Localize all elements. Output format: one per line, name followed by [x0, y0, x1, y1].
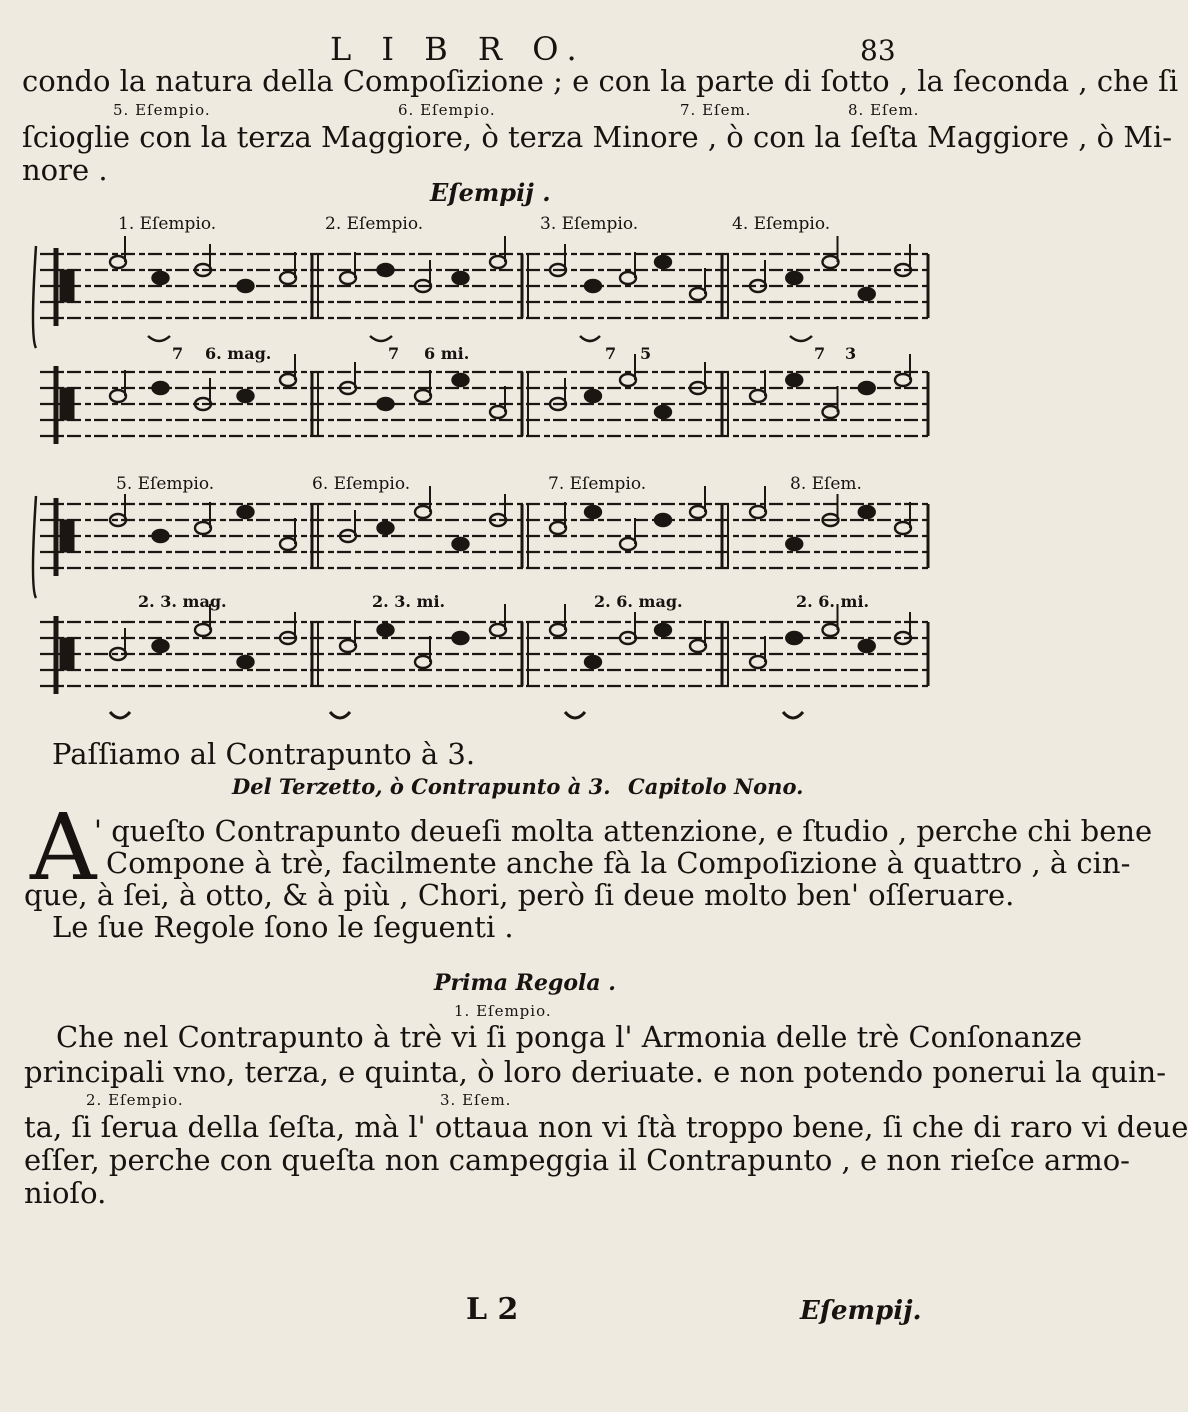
margin-ref-5: 5. Eſempio.	[113, 101, 211, 119]
tie-mark	[148, 336, 170, 341]
note-head	[786, 538, 802, 550]
note-head	[153, 530, 169, 542]
figure-7-b: 7	[388, 344, 400, 363]
note-head	[153, 640, 169, 652]
margin-ref-7: 7. Eſem.	[680, 101, 752, 119]
example-label-2: 2. Eſempio.	[325, 214, 424, 234]
section-lead: Paſſiamo al Contrapunto à 3.	[52, 737, 476, 771]
note-head	[280, 374, 296, 386]
note-head	[415, 656, 431, 668]
note-head	[585, 280, 601, 292]
note-head	[238, 656, 254, 668]
tie-mark	[110, 712, 130, 718]
note-group	[110, 236, 911, 718]
figure-2-3-mi: 2. 3. mi.	[372, 592, 446, 611]
note-head	[690, 288, 706, 300]
note-head	[690, 640, 706, 652]
note-head	[895, 374, 911, 386]
tie-mark	[565, 712, 585, 718]
rule-margin-ref-2: 2. Eſempio.	[86, 1091, 184, 1109]
rule-line-3: ta, ſi ſerua della ſeſta, mà l' ottaua non vi ſtà troppo bene, ſi che di raro vi deue	[24, 1110, 1188, 1144]
note-head	[655, 624, 671, 636]
note-head	[378, 264, 394, 276]
catchword: Eſempij.	[800, 1296, 922, 1326]
note-head	[378, 522, 394, 534]
note-head	[859, 640, 875, 652]
clef-mark	[60, 388, 74, 420]
note-head	[655, 406, 671, 418]
tie-mark	[370, 336, 392, 341]
rule-title: Prima Regola .	[434, 970, 616, 996]
note-head	[823, 624, 839, 636]
note-head	[859, 506, 875, 518]
example-label-8: 8. Eſem.	[790, 474, 862, 494]
figure-7-d: 7	[814, 344, 826, 363]
paragraph-line-1: ' queſto Contrapunto deueſi molta attenzione, e ſtudio , perche chi bene	[94, 814, 1153, 848]
tie-mark	[580, 336, 600, 341]
tie-mark	[783, 712, 803, 718]
note-head	[453, 632, 469, 644]
rule-line-4: eſſer, perche con queſta non campeggia il Contrapunto , e non rieſce armo-	[24, 1143, 1130, 1177]
example-label-7: 7. Eſempio.	[548, 474, 647, 494]
note-head	[655, 256, 671, 268]
paragraph-line-4: Le ſue Regole ſono le ſeguenti .	[52, 910, 514, 944]
tie-mark	[330, 712, 350, 718]
note-head	[453, 374, 469, 386]
note-head	[195, 624, 211, 636]
note-head	[585, 506, 601, 518]
note-head	[110, 390, 126, 402]
figure-5: 5	[640, 344, 652, 363]
note-head	[786, 374, 802, 386]
margin-ref-6: 6. Eſempio.	[398, 101, 496, 119]
note-head	[280, 538, 296, 550]
note-head	[750, 506, 766, 518]
note-head	[585, 656, 601, 668]
note-head	[340, 640, 356, 652]
example-label-5: 5. Eſempio.	[116, 474, 215, 494]
note-head	[153, 272, 169, 284]
note-head	[195, 522, 211, 534]
figure-2-3-mag: 2. 3. mag.	[138, 592, 227, 611]
example-label-4: 4. Eſempio.	[732, 214, 831, 234]
note-head	[415, 390, 431, 402]
chapter-title: Del Terzetto, ò Contrapunto à 3.	[232, 774, 611, 799]
note-head	[490, 256, 506, 268]
rule-line-2: principali vno, terza, e quinta, ò loro deriuate. e non potendo ponerui la quin-	[24, 1055, 1166, 1089]
note-head	[620, 272, 636, 284]
drop-cap: A	[30, 794, 97, 901]
examples-heading: Eſempij .	[430, 178, 551, 207]
intro-line-1: condo la natura della Compoſizione ; e con la parte di ſotto , la ſeconda , che ſi	[22, 64, 1179, 98]
example-label-3: 3. Eſempio.	[540, 214, 639, 234]
note-head	[550, 624, 566, 636]
figure-7-c: 7	[605, 344, 617, 363]
rule-margin-ref-1: 1. Eſempio.	[454, 1002, 552, 1020]
note-head	[823, 406, 839, 418]
note-head	[378, 624, 394, 636]
note-head	[859, 288, 875, 300]
chapter-number: Capitolo Nono.	[628, 774, 804, 799]
figure-7-a: 7	[172, 344, 184, 363]
note-head	[750, 390, 766, 402]
note-head	[750, 656, 766, 668]
system-brace	[33, 496, 36, 598]
figure-3: 3	[845, 344, 857, 363]
page-number: 83	[860, 34, 896, 67]
paragraph-line-2: Compone à trè, facilmente anche fà la Compoſizione à quattro , à cin-	[106, 846, 1131, 880]
note-head	[823, 256, 839, 268]
note-head	[550, 522, 566, 534]
figure-2-6-mag: 2. 6. mag.	[594, 592, 683, 611]
figure-2-6-mi: 2. 6. mi.	[796, 592, 870, 611]
note-head	[655, 514, 671, 526]
example-label-1: 1. Eſempio.	[118, 214, 217, 234]
intro-line-2: ſcioglie con la terza Maggiore, ò terza Minore , ò con la ſeſta Maggiore , ò Mi-	[22, 120, 1173, 154]
note-head	[415, 506, 431, 518]
figure-6-mag: 6. mag.	[205, 344, 272, 363]
clef-mark	[60, 270, 74, 302]
clef-mark	[60, 520, 74, 552]
note-head	[786, 632, 802, 644]
running-title: L I B R O.	[330, 30, 587, 68]
note-head	[859, 382, 875, 394]
note-head	[490, 624, 506, 636]
note-head	[153, 382, 169, 394]
note-head	[238, 280, 254, 292]
note-head	[453, 538, 469, 550]
note-head	[620, 374, 636, 386]
paragraph-line-3: que, à ſei, à otto, & à più , Chori, però ſi deue molto ben' oſſeruare.	[24, 878, 1015, 912]
rule-margin-ref-3: 3. Eſem.	[440, 1091, 512, 1109]
rule-line-1: Che nel Contrapunto à trè vi ſi ponga l' Armonia delle trè Conſonanze	[56, 1020, 1083, 1054]
note-head	[620, 538, 636, 550]
margin-ref-8: 8. Eſem.	[848, 101, 920, 119]
note-head	[453, 272, 469, 284]
note-head	[238, 390, 254, 402]
note-head	[340, 272, 356, 284]
intro-line-3: nore .	[22, 153, 108, 187]
note-head	[585, 390, 601, 402]
note-head	[895, 522, 911, 534]
note-head	[786, 272, 802, 284]
note-head	[238, 506, 254, 518]
clef-mark	[60, 638, 74, 670]
note-head	[110, 256, 126, 268]
rule-line-5: nioſo.	[24, 1176, 107, 1210]
note-head	[280, 272, 296, 284]
note-head	[490, 406, 506, 418]
staff-group	[33, 246, 928, 694]
tie-mark	[790, 336, 812, 341]
note-head	[378, 398, 394, 410]
note-head	[690, 506, 706, 518]
figure-6-mi: 6 mi.	[424, 344, 470, 363]
example-label-6: 6. Eſempio.	[312, 474, 411, 494]
signature-mark: L 2	[466, 1292, 519, 1327]
system-brace	[33, 246, 36, 348]
